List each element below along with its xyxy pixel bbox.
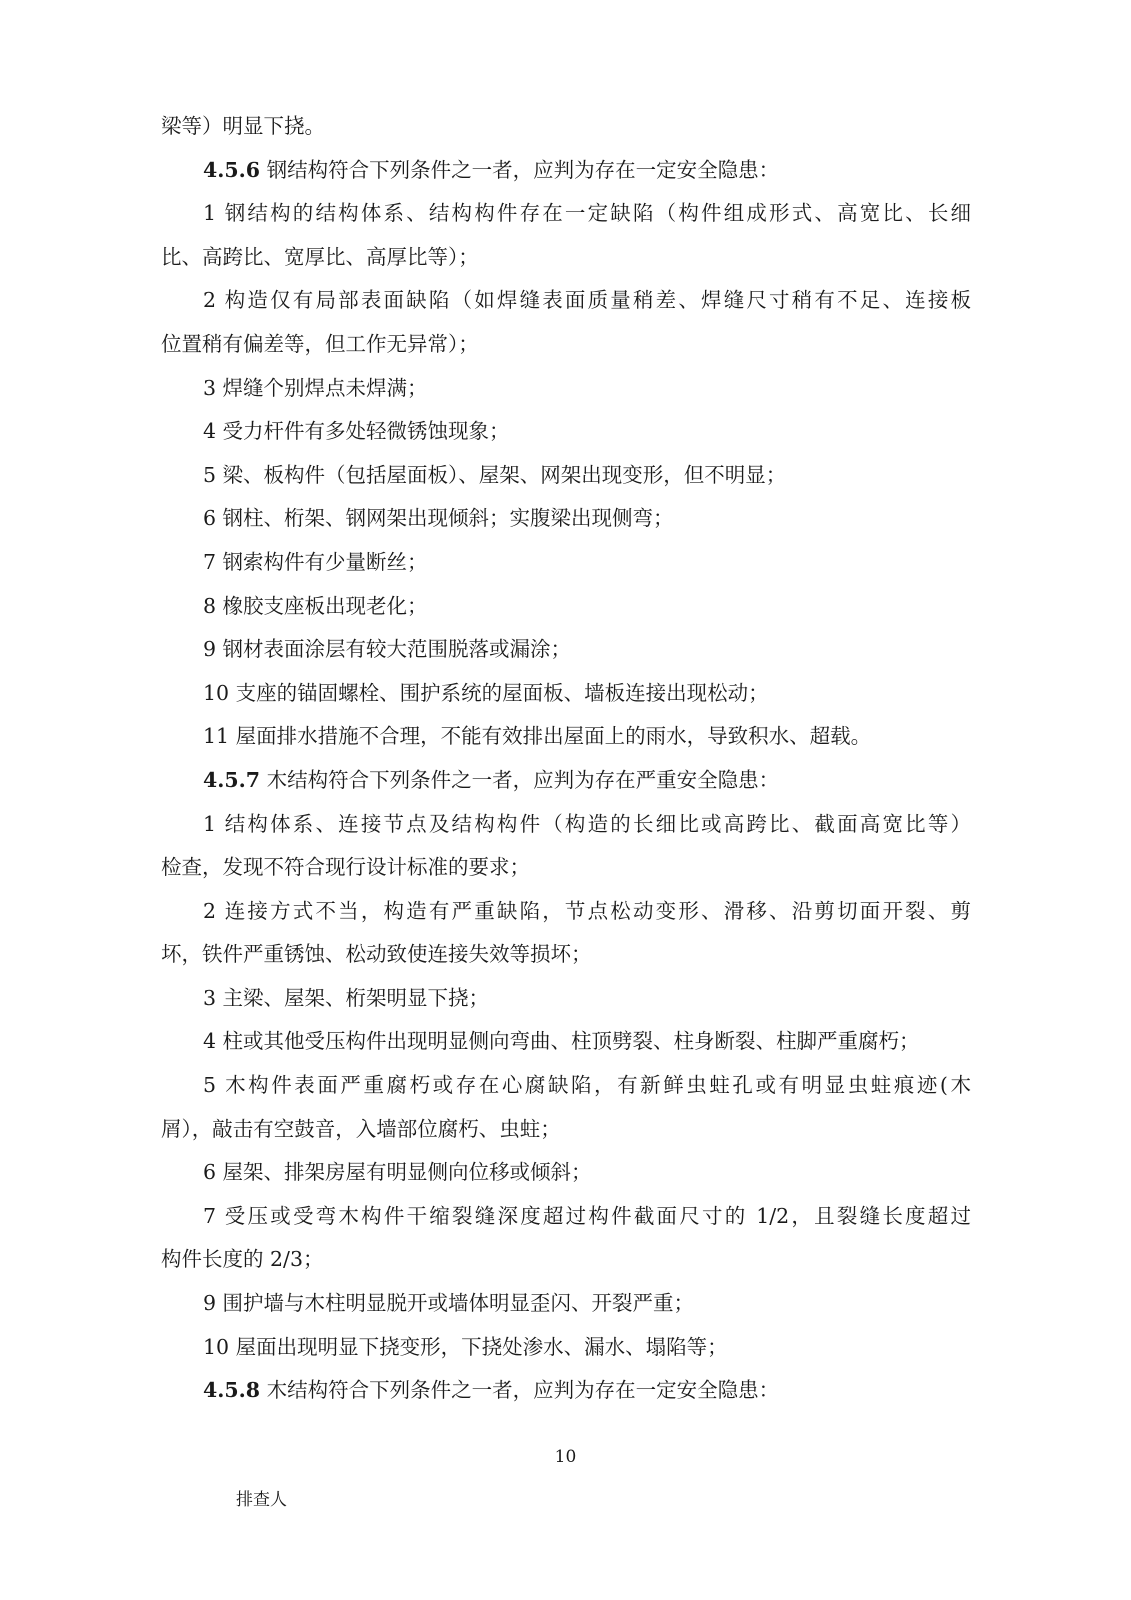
clause-heading-4-5-6 <box>161 149 971 193</box>
list-item: 2 连接方式不当，构造有严重缺陷，节点松动变形、滑移、沿剪切面开裂、剪 <box>203 898 971 923</box>
list-item: 4 柱或其他受压构件出现明显侧向弯曲、柱顶劈裂、柱身断裂、柱脚严重腐朽； <box>203 1029 920 1054</box>
text-line: 梁等）明显下挠。 <box>161 114 325 138</box>
list-item: 7 受压或受弯木构件干缩裂缝深度超过构件截面尺寸的 1/2，且裂缝长度超过 <box>203 1203 971 1228</box>
list-item: 9 钢材表面涂层有较大范围脱落或漏涂； <box>203 637 572 662</box>
list-item: 3 焊缝个别焊点未焊满； <box>203 375 428 400</box>
list-item: 9 围护墙与木柱明显脱开或墙体明显歪闪、开裂严重； <box>203 1291 695 1316</box>
list-item: 3 主梁、屋架、桁架明显下挠； <box>203 985 490 1010</box>
list-item: 6 屋架、排架房屋有明显侧向位移或倾斜； <box>203 1160 592 1185</box>
document-body <box>161 105 971 1413</box>
list-item: 4 受力杆件有多处轻微锈蚀现象； <box>203 419 510 444</box>
clause-text: 木结构符合下列条件之一者，应判为存在一定安全隐患： <box>260 1378 780 1403</box>
list-item-continuation: 构件长度的 2/3； <box>161 1247 324 1272</box>
clause-heading-4-5-7 <box>161 759 971 803</box>
list-item-continuation: 屑），敲击有空鼓音，入墙部位腐朽、虫蛀； <box>161 1116 561 1141</box>
clause-text: 木结构符合下列条件之一者，应判为存在严重安全隐患： <box>260 767 780 792</box>
clause-number: 4.5.6 <box>203 157 261 182</box>
page-number: 10 <box>554 1447 577 1467</box>
list-item: 10 支座的锚固螺栓、围护系统的屋面板、墙板连接出现松动； <box>203 680 769 705</box>
list-item-continuation: 检查，发现不符合现行设计标准的要求； <box>161 855 530 880</box>
list-item: 5 木构件表面严重腐朽或存在心腐缺陷，有新鲜虫蛀孔或有明显虫蛀痕迹(木 <box>203 1073 971 1098</box>
list-item: 6 钢柱、桁架、钢网架出现倾斜；实腹梁出现侧弯； <box>203 506 674 531</box>
list-item: 11 屋面排水措施不合理，不能有效排出屋面上的雨水，导致积水、超载。 <box>203 724 872 749</box>
list-item: 1 结构体系、连接节点及结构构件（构造的长细比或高跨比、截面高宽比等） <box>203 811 971 836</box>
list-item-continuation: 比、高跨比、宽厚比、高厚比等）； <box>161 244 479 269</box>
clause-number: 4.5.7 <box>203 767 261 792</box>
list-item: 2 构造仅有局部表面缺陷（如焊缝表面质量稍差、焊缝尺寸稍有不足、连接板 <box>203 288 971 313</box>
list-item: 7 钢索构件有少量断丝； <box>203 549 428 574</box>
list-item: 5 梁、板构件（包括屋面板）、屋架、网架出现变形，但不明显； <box>203 462 787 487</box>
signer-label: 排查人 <box>236 1490 287 1510</box>
clause-text: 钢结构符合下列条件之一者，应判为存在一定安全隐患： <box>260 157 780 182</box>
list-item: 8 橡胶支座板出现老化； <box>203 593 428 618</box>
clause-number: 4.5.8 <box>203 1378 261 1403</box>
list-item-continuation: 坏，铁件严重锈蚀、松动致使连接失效等损坏； <box>161 942 592 967</box>
list-item: 1 钢结构的结构体系、结构构件存在一定缺陷（构件组成形式、高宽比、长细 <box>203 201 971 226</box>
list-item-continuation: 位置稍有偏差等，但工作无异常）； <box>161 331 479 356</box>
list-item: 10 屋面出现明显下挠变形，下挠处渗水、漏水、塌陷等； <box>203 1334 728 1359</box>
clause-heading-4-5-8 <box>161 1369 971 1413</box>
